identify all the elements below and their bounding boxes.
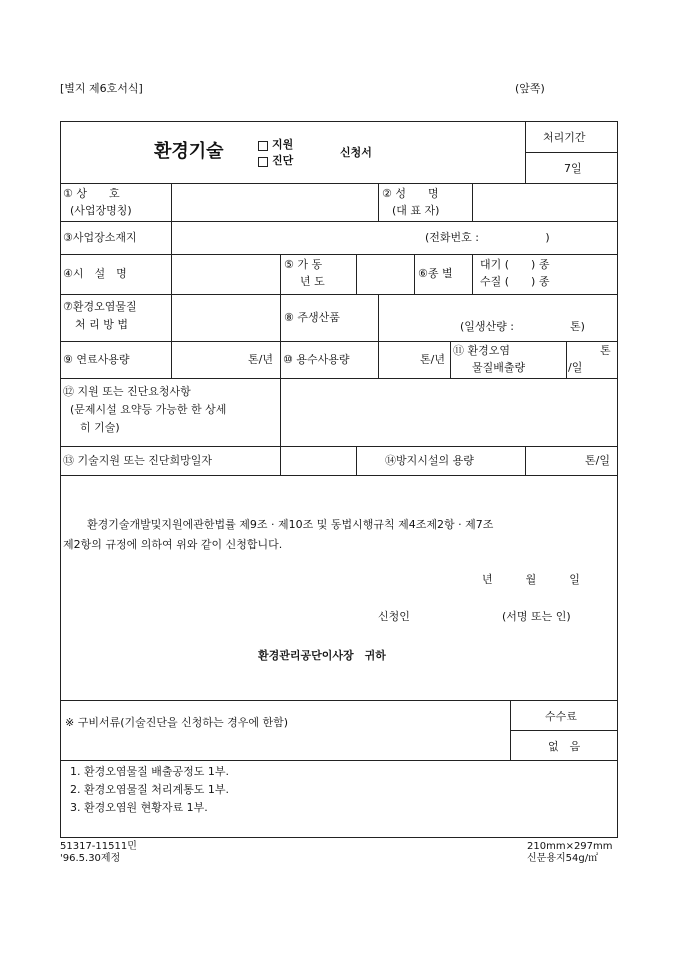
phone-label: (전화번호 : ): [425, 231, 550, 244]
support-label: 지원: [272, 138, 294, 151]
address-label: ③사업장소재지: [63, 231, 137, 244]
request-sublabel-2: 히 기술): [80, 421, 120, 434]
required-doc-item: 2. 환경오염물질 처리계통도 1부.: [70, 783, 229, 796]
emission-unit-ton: 톤: [600, 344, 611, 357]
operation-year-label: ⑤ 가 동: [284, 258, 323, 271]
main-product-label: ⑧ 주생산품: [284, 311, 340, 324]
page-side: (앞쪽): [515, 82, 545, 95]
required-docs-header: ※ 구비서류(기술진단을 신청하는 경우에 한함): [65, 716, 289, 729]
support-checkbox[interactable]: [258, 141, 268, 151]
water-usage-unit: 톤/년: [420, 353, 445, 366]
paper-size: 210mm×297mm: [527, 841, 613, 852]
required-doc-item: 1. 환경오염물질 배출공정도 1부.: [70, 765, 229, 778]
diagnosis-checkbox[interactable]: [258, 157, 268, 167]
emission-sublabel: 물질배출량: [472, 361, 526, 374]
operation-year-sublabel: 년 도: [300, 275, 325, 288]
treatment-method-label: ⑦환경오염물질: [63, 300, 137, 313]
statement-line-1: 환경기술개발및지원에관한법률 제9조 · 제10조 및 동법시행규칙 제4조제2항 · 제7조: [87, 518, 494, 531]
facility-capacity-label: ⑭방지시설의 용량: [385, 454, 474, 467]
representative-sublabel: (대 표 자): [392, 204, 440, 217]
form-established-date: '96.5.30제정: [60, 853, 121, 864]
application-date: 년 월 일: [482, 573, 580, 586]
representative-label: ② 성 명: [382, 187, 439, 200]
facility-name-label: ④시 설 명: [63, 267, 127, 280]
fee-value: 없 음: [548, 740, 581, 753]
request-label: ⑫ 지원 또는 진단요청사항: [63, 385, 191, 398]
daily-production-unit: 톤): [570, 320, 585, 333]
emission-unit-day: /일: [568, 361, 583, 374]
signature-label: (서명 또는 인): [502, 610, 571, 623]
category-label: ⑥종 별: [418, 267, 453, 280]
applicant-label: 신청인: [378, 610, 410, 623]
recipient: 환경관리공단이사장 귀하: [258, 649, 386, 662]
water-class-label: 수질 ( ) 종: [480, 275, 550, 288]
paper-type: 신문용지54g/㎡: [527, 853, 599, 864]
diagnosis-label: 진단: [272, 154, 294, 167]
fuel-usage-unit: 톤/년: [248, 353, 273, 366]
form-number: [별지 제6호서식]: [60, 82, 143, 95]
form-title: 환경기술: [154, 141, 224, 162]
emission-label: ⑪ 환경오염: [453, 344, 511, 357]
processing-period-label: 처리기간: [543, 131, 586, 144]
water-usage-label: ⑩ 용수사용량: [283, 353, 350, 366]
company-name-label: ① 상 호: [63, 187, 120, 200]
request-sublabel-1: (문제시설 요약등 가능한 한 상세: [70, 403, 227, 416]
facility-capacity-unit: 톤/일: [585, 454, 610, 467]
form-title-suffix: 신청서: [340, 146, 372, 159]
company-name-sublabel: (사업장명칭): [70, 204, 132, 217]
daily-production-label: (일생산량 :: [460, 320, 514, 333]
desired-date-label: ⑬ 기술지원 또는 진단희망일자: [63, 454, 213, 467]
processing-period-value: 7일: [564, 162, 582, 175]
statement-line-2: 제2항의 규정에 의하여 위와 같이 신청합니다.: [63, 538, 283, 551]
treatment-method-sublabel: 처 리 방 법: [75, 318, 128, 331]
fuel-usage-label: ⑨ 연료사용량: [63, 353, 130, 366]
air-class-label: 대기 ( ) 종: [480, 258, 550, 271]
required-doc-item: 3. 환경오염원 현황자료 1부.: [70, 801, 208, 814]
form-code: 51317-11511민: [60, 841, 137, 852]
fee-label: 수수료: [545, 710, 577, 723]
